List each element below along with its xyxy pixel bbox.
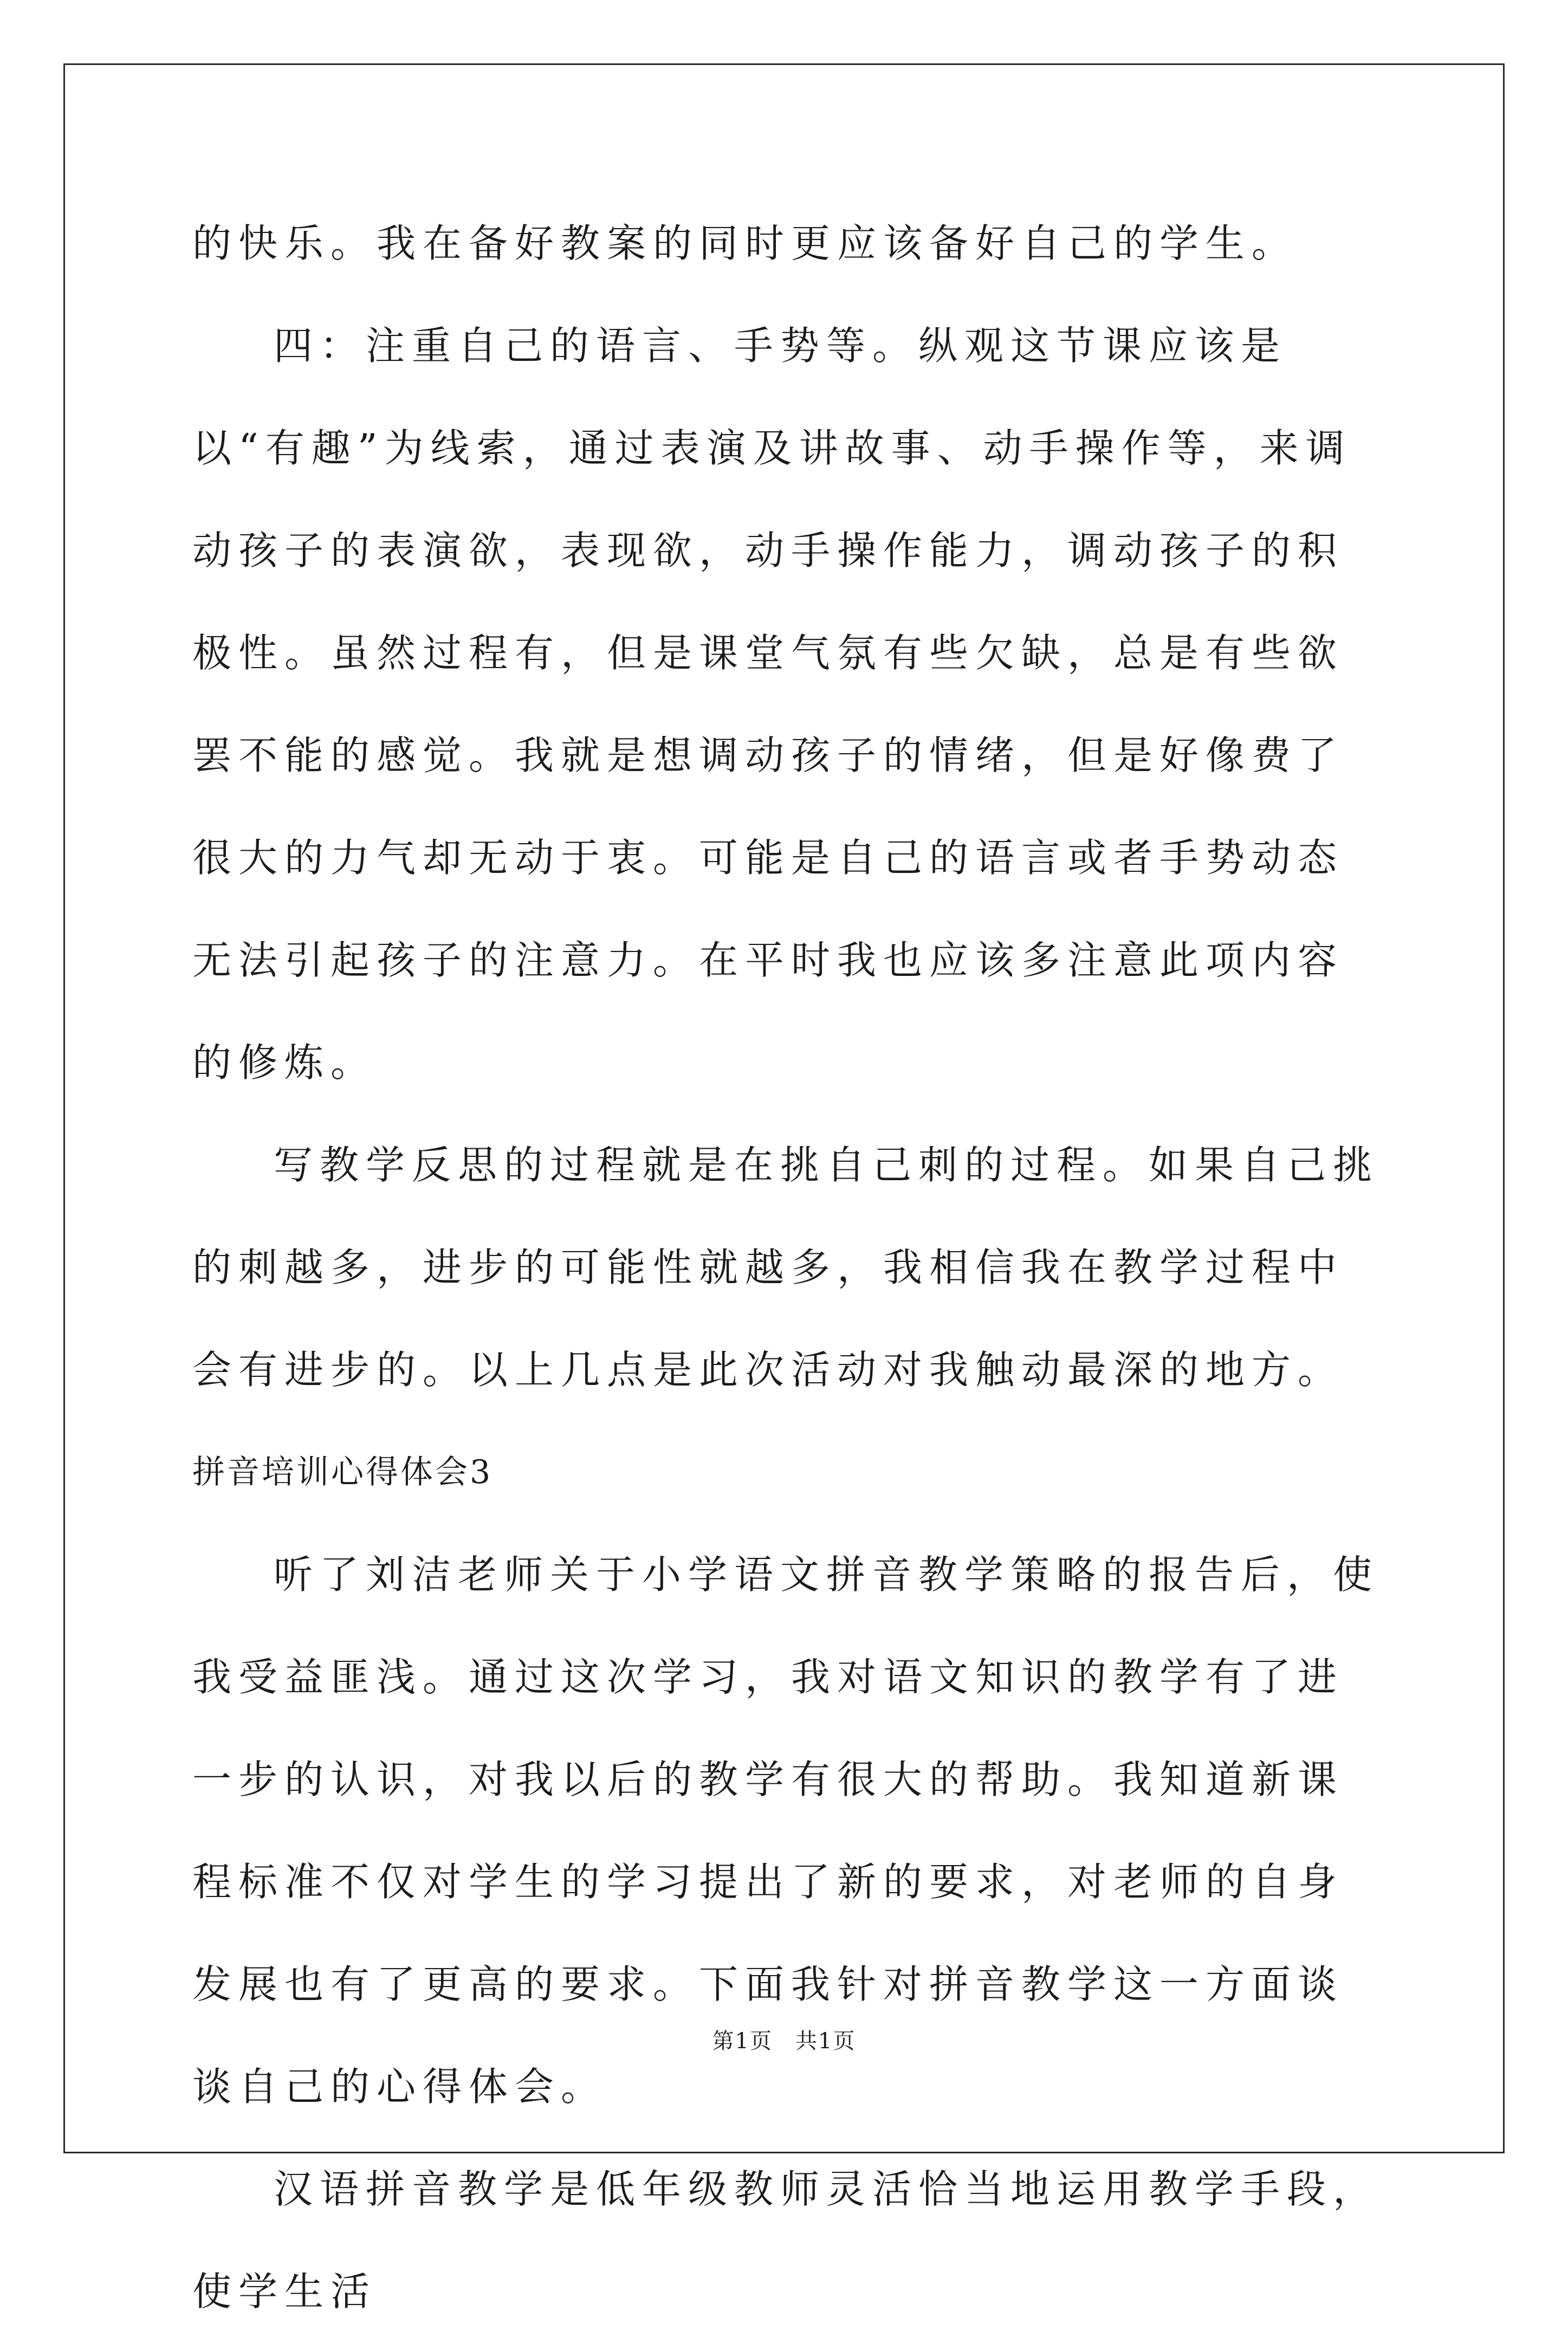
- document-body: [192, 192, 1384, 2343]
- paragraph-3: 写教学反思的过程就是在挑自己刺的过程。如果自己挑的刺越多，进步的可能性就越多，我相信我在教学过程中会有进步的。以上几点是此次活动对我触动最深的地方。: [192, 1142, 1379, 1393]
- paragraph-2: 四：注重自己的语言、手势等。纵观这节课应该是以“有趣”为线索，通过表演及讲故事、动手操作等，来调动孩子的表演欲，表现欲，动手操作能力，调动孩子的积极性。虽然过程有，但是课堂气氛有些欠缺，总是有些欲罢不能的感觉。我就是想调动孩子的情绪，但是好像费了很大的力气却无动于衷。可能是自己的语言或者手势动态无法引起孩子的注意力。在平时我也应该多注意此项内容的修炼。: [192, 323, 1352, 1085]
- paragraph-1: 的快乐。我在备好教案的同时更应该备好自己的学生。: [192, 221, 1298, 266]
- paragraph-4: 听了刘洁老师关于小学语文拼音教学策略的报告后，使我受益匪浅。通过这次学习，我对语文知识的教学有了进一步的认识，对我以后的教学有很大的帮助。我知道新课程标准不仅对学生的学习提出了新的要求，对老师的自身发展也有了更高的要求。下面我针对拼音教学这一方面谈谈自己的心得体会。: [192, 1552, 1379, 2109]
- section-heading: 拼音培训心得体会3: [192, 1453, 493, 1491]
- page-footer: 第1页 共1页: [712, 2029, 856, 2054]
- paragraph-5: 汉语拼音教学是低年级教师灵活恰当地运用教学手段，使学生活: [192, 2166, 1379, 2314]
